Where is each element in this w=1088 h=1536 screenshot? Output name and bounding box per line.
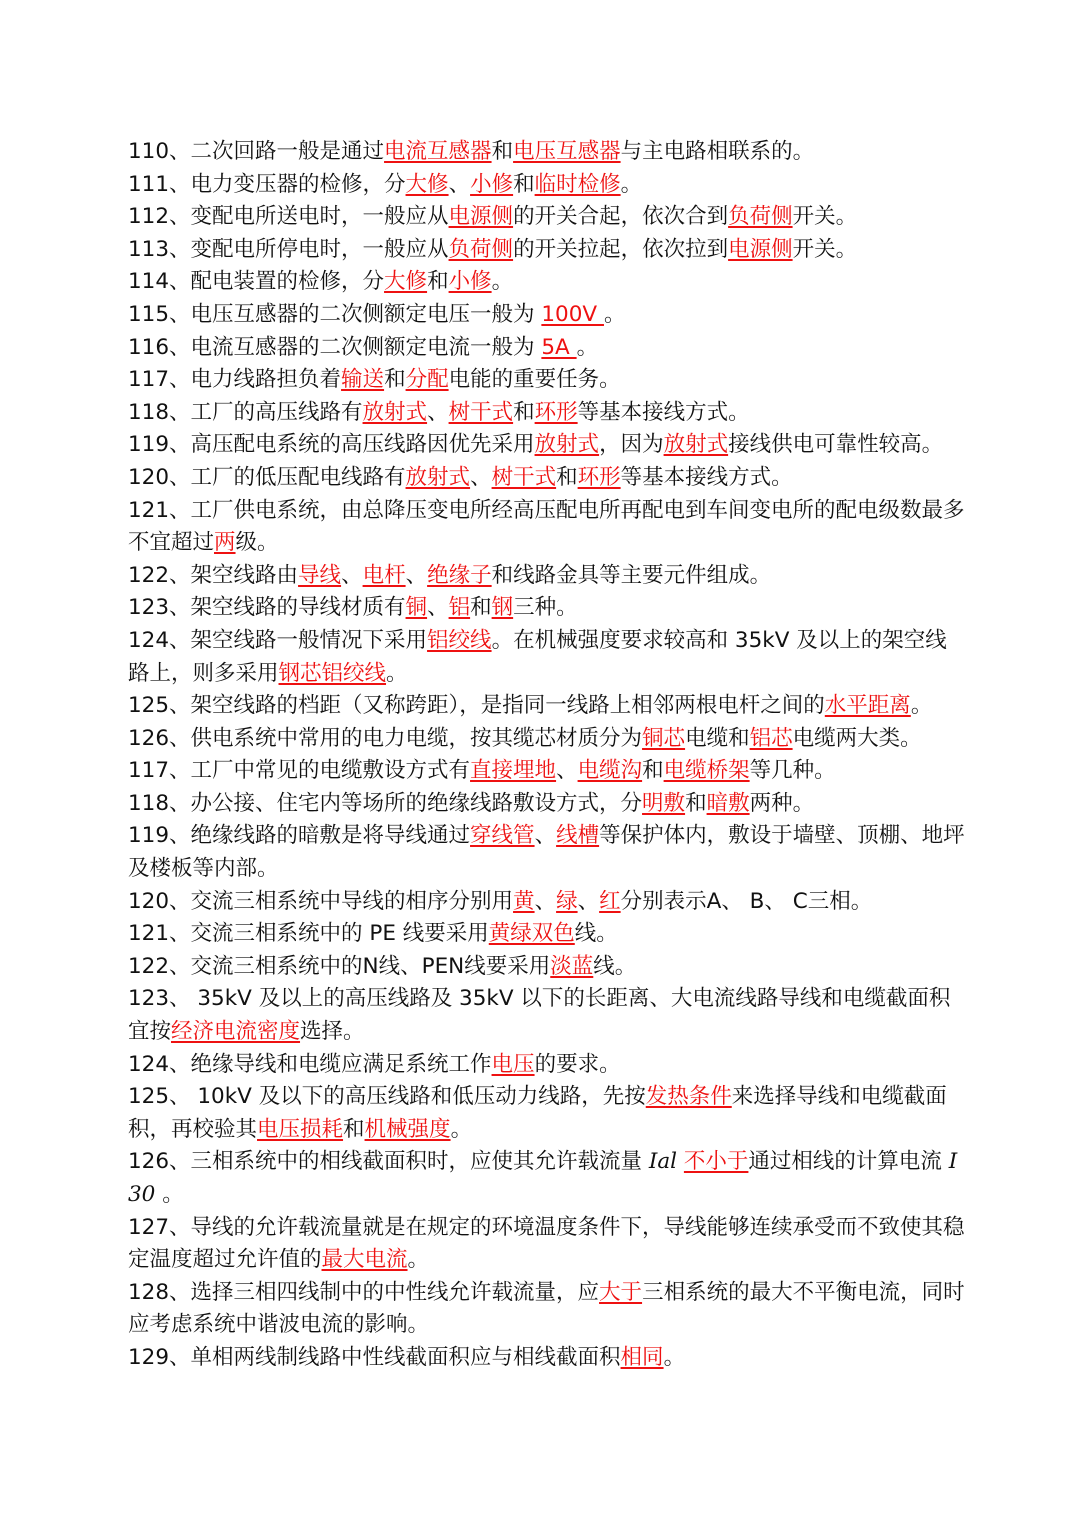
question-text: 的要求。	[534, 1051, 621, 1077]
answer-blank: 树干式	[448, 399, 514, 425]
answer-blank: 大修	[405, 171, 449, 197]
question-text: 110、二次回路一般是通过	[128, 139, 385, 164]
question-item	[128, 560, 968, 593]
question-text: 120、工厂的低压配电线路有	[128, 464, 406, 490]
answer-blank: 黄	[513, 888, 535, 914]
question-item	[128, 820, 968, 885]
question-text: 。	[450, 1116, 473, 1142]
question-text: 125、 10kV 及以下的高压线路和低压动力线路，先按	[128, 1084, 646, 1110]
question-text: 两种。	[749, 790, 815, 816]
answer-blank: 线槽	[556, 823, 600, 849]
answer-blank: 电压损耗	[257, 1116, 344, 1142]
question-item	[128, 397, 968, 430]
question-text: 和	[642, 758, 664, 784]
question-text: 128、选择三相四线制中的中性线允许载流量，应	[128, 1279, 600, 1305]
question-text: 121、工厂供电系统，由总降压变电所经高压配电所再配电到车间变电所的配电级数最多不宜超过	[128, 497, 965, 556]
question-text: 、	[341, 562, 363, 588]
question-text: 等基本接线方式。	[620, 464, 793, 490]
question-item	[128, 918, 968, 951]
answer-blank: 电杆	[362, 562, 406, 588]
question-text: ，因为	[599, 432, 664, 458]
question-text: 111、电力变压器的检修，分	[128, 171, 406, 197]
question-text: 117、电力线路担负着	[128, 367, 342, 393]
question-text: 120、交流三相系统中导线的相序分别用	[128, 888, 514, 914]
question-text: 、	[556, 758, 578, 784]
answer-blank: 临时检修	[534, 171, 621, 197]
question-item	[128, 429, 968, 462]
question-text: 选择。	[300, 1019, 365, 1045]
question-text: 118、工厂的高压线路有	[128, 399, 363, 425]
question-text: 线。	[574, 921, 618, 947]
question-text: 级。	[235, 530, 279, 556]
question-text: 的开关拉起，依次拉到	[513, 236, 729, 262]
question-text: 和	[427, 269, 449, 295]
answer-blank: 暗敷	[706, 790, 750, 816]
answer-blank: 相同	[620, 1344, 664, 1370]
question-item	[128, 299, 968, 332]
answer-blank: 绿	[556, 888, 578, 914]
question-item	[128, 1277, 968, 1342]
question-text: 。	[620, 171, 643, 197]
answer-blank: 大修	[384, 269, 428, 295]
question-text: 112、变配电所送电时，一般应从	[128, 204, 449, 230]
question-text: 和	[384, 367, 406, 393]
question-text: 129、单相两线制线路中性线截面积应与相线截面积	[128, 1344, 621, 1370]
question-text: 、	[427, 399, 449, 425]
question-item	[128, 886, 968, 919]
question-text: 118、办公接、住宅内等场所的绝缘线路敷设方式，分	[128, 790, 643, 816]
question-text: 和	[685, 790, 707, 816]
answer-blank: 黄绿双色	[488, 921, 575, 947]
question-text: 、	[577, 888, 600, 914]
answer-blank: 小修	[470, 171, 514, 197]
question-text: 。在机械强度要求较高和 35kV 及以上的架空线路上，则多采用	[128, 627, 947, 686]
answer-blank: 100V	[541, 301, 604, 327]
question-text: 和	[513, 399, 535, 425]
question-text: 和	[343, 1116, 365, 1142]
answer-blank: 电源侧	[448, 204, 514, 230]
answer-blank: 输送	[341, 367, 385, 393]
answer-blank: 电缆桥架	[663, 758, 750, 784]
question-text: 、	[448, 171, 471, 197]
question-item	[128, 364, 968, 397]
answer-blank: 导线	[298, 562, 342, 588]
question-text: 127、导线的允许载流量就是在规定的环境温度条件下，导线能够连续承受而不致使其稳定温度超过允许值的	[128, 1214, 965, 1273]
answer-blank: 电压	[491, 1051, 535, 1077]
question-text: 电缆和	[685, 725, 750, 751]
answer-blank: 铜芯	[642, 725, 686, 751]
symbol-text: Ial	[648, 1149, 678, 1175]
question-text: 接线供电可靠性较高。	[728, 432, 944, 458]
answer-blank: 分配	[405, 367, 449, 393]
answer-blank: 机械强度	[364, 1116, 451, 1142]
question-item	[128, 690, 968, 723]
question-item	[128, 1081, 968, 1146]
answer-blank: 钢芯铝绞线	[278, 660, 387, 686]
question-text: 、	[470, 464, 492, 490]
answer-blank: 大于	[599, 1279, 643, 1305]
question-item	[128, 234, 968, 267]
question-item	[128, 266, 968, 299]
question-item	[128, 1146, 968, 1211]
answer-blank: 树干式	[491, 464, 557, 490]
answer-blank: 两	[214, 530, 236, 556]
answer-blank: 负荷侧	[448, 236, 514, 262]
question-item	[128, 951, 968, 984]
question-text: 114、配电装置的检修，分	[128, 269, 385, 295]
question-text: 122、架空线路由	[128, 562, 299, 588]
question-text: 和	[513, 171, 535, 197]
question-text: 121、交流三相系统中的 PE 线要采用	[128, 921, 489, 947]
question-text	[677, 1149, 684, 1174]
question-text: 。	[155, 1182, 184, 1207]
answer-blank: 不小于	[683, 1149, 749, 1175]
question-text: 116、电流互感器的二次侧额定电流一般为	[128, 334, 542, 360]
question-text: 与主电路相联系的。	[620, 139, 815, 164]
question-text: 。	[910, 693, 933, 719]
question-text: 三种。	[513, 595, 578, 621]
answer-blank: 电压互感器	[513, 139, 621, 164]
question-text: 和	[470, 595, 492, 621]
question-text: 电能的重要任务。	[448, 367, 621, 393]
question-text: 通过相线的计算电流	[748, 1149, 949, 1175]
question-text: 、	[405, 562, 428, 588]
question-text: 123、架空线路的导线材质有	[128, 595, 406, 621]
question-item	[128, 723, 968, 756]
answer-blank: 电流互感器	[384, 139, 492, 164]
question-item	[128, 1049, 968, 1082]
answer-blank: 电源侧	[728, 236, 793, 262]
question-text: 等几种。	[749, 758, 836, 784]
answer-blank: 小修	[448, 269, 492, 295]
question-text: 125、架空线路的档距（又称跨距），是指同一线路上相邻两根电杆之间的	[128, 693, 825, 719]
question-text: 119、高压配电系统的高压线路因优先采用	[128, 432, 535, 458]
question-text: 126、三相系统中的相线截面积时，应使其允许载流量	[128, 1149, 649, 1175]
answer-blank: 放射式	[362, 399, 428, 425]
question-text: 等基本接线方式。	[577, 399, 750, 425]
question-text: 三相系统的最大不平衡电流，同时应考虑系统中谐波电流的影响。	[128, 1279, 965, 1338]
answer-blank: 明敷	[642, 790, 686, 816]
answer-blank: 淡蓝	[550, 953, 594, 979]
question-text: 开关。	[792, 204, 858, 230]
question-item	[128, 755, 968, 788]
question-text: 来选择导线和电缆截面积，再校验其	[128, 1084, 947, 1142]
question-text: 126、供电系统中常用的电力电缆，按其缆芯材质分为	[128, 725, 643, 751]
question-item	[128, 983, 968, 1048]
question-text: 。	[386, 660, 408, 686]
answer-blank: 穿线管	[470, 823, 535, 849]
question-text: 、	[534, 823, 557, 849]
question-item	[128, 625, 968, 690]
question-item	[128, 592, 968, 625]
question-item	[128, 169, 968, 202]
question-text: 。	[407, 1247, 430, 1273]
question-item	[128, 1212, 968, 1277]
answer-blank: 绝缘子	[427, 562, 492, 588]
answer-blank: 铜	[405, 595, 428, 621]
question-item	[128, 788, 968, 821]
question-text: 。	[491, 269, 514, 295]
answer-blank: 环形	[534, 399, 578, 425]
answer-blank: 放射式	[663, 432, 729, 458]
question-text: 和线路金具等主要元件组成。	[491, 562, 772, 588]
question-text: 等保护体内，敷设于墙壁、顶棚、地坪及楼板等内部。	[128, 823, 965, 882]
question-text: 开关。	[792, 236, 858, 262]
question-text: 、	[534, 888, 557, 914]
answer-blank: 放射式	[405, 464, 471, 490]
answer-blank: 铝绞线	[427, 627, 492, 653]
question-item	[128, 495, 968, 560]
question-text: 119、绝缘线路的暗敷是将导线通过	[128, 823, 471, 849]
question-item	[128, 462, 968, 495]
answer-blank: 5A	[541, 334, 577, 360]
question-text: 117、工厂中常见的电缆敷设方式有	[128, 758, 471, 784]
question-text: 和	[491, 139, 514, 164]
answer-blank: 铝	[448, 595, 471, 621]
question-text: 分别表示A、 B、 C三相。	[620, 888, 873, 914]
question-text: 122、交流三相系统中的N线、PEN线要采用	[128, 953, 551, 979]
answer-blank: 发热条件	[645, 1084, 732, 1110]
question-text: 124、架空线路一般情况下采用	[128, 627, 428, 653]
question-text: 。	[603, 301, 626, 327]
question-item	[128, 136, 968, 169]
symbol-text: I30	[128, 1149, 958, 1207]
question-item	[128, 201, 968, 234]
question-text: 电缆两大类。	[792, 725, 922, 751]
answer-blank: 最大电流	[321, 1247, 408, 1273]
question-text: 。	[663, 1344, 686, 1370]
answer-blank: 经济电流密度	[171, 1019, 301, 1045]
question-text: 。	[576, 334, 599, 360]
question-text: 115、电压互感器的二次侧额定电压一般为	[128, 301, 542, 327]
answer-blank: 环形	[577, 464, 621, 490]
answer-blank: 水平距离	[824, 693, 911, 719]
question-item	[128, 332, 968, 365]
question-text: 113、变配电所停电时，一般应从	[128, 236, 449, 262]
answer-blank: 负荷侧	[728, 204, 793, 230]
question-item	[128, 1342, 968, 1375]
question-text: 124、绝缘导线和电缆应满足系统工作	[128, 1051, 492, 1077]
question-text: 、	[427, 595, 449, 621]
question-text: 线。	[593, 953, 637, 979]
answer-blank: 直接埋地	[470, 758, 557, 784]
answer-blank: 放射式	[534, 432, 600, 458]
question-text: 和	[556, 464, 578, 490]
answer-blank: 钢	[491, 595, 514, 621]
answer-blank: 铝芯	[749, 725, 793, 751]
question-text: 的开关合起，依次合到	[513, 204, 729, 230]
answer-blank: 电缆沟	[577, 758, 643, 784]
question-text: 123、 35kV 及以上的高压线路及 35kV 以下的长距离、大电流线路导线和电缆截面积宜按	[128, 986, 951, 1045]
document-body	[128, 136, 968, 1375]
answer-blank: 红	[599, 888, 621, 914]
